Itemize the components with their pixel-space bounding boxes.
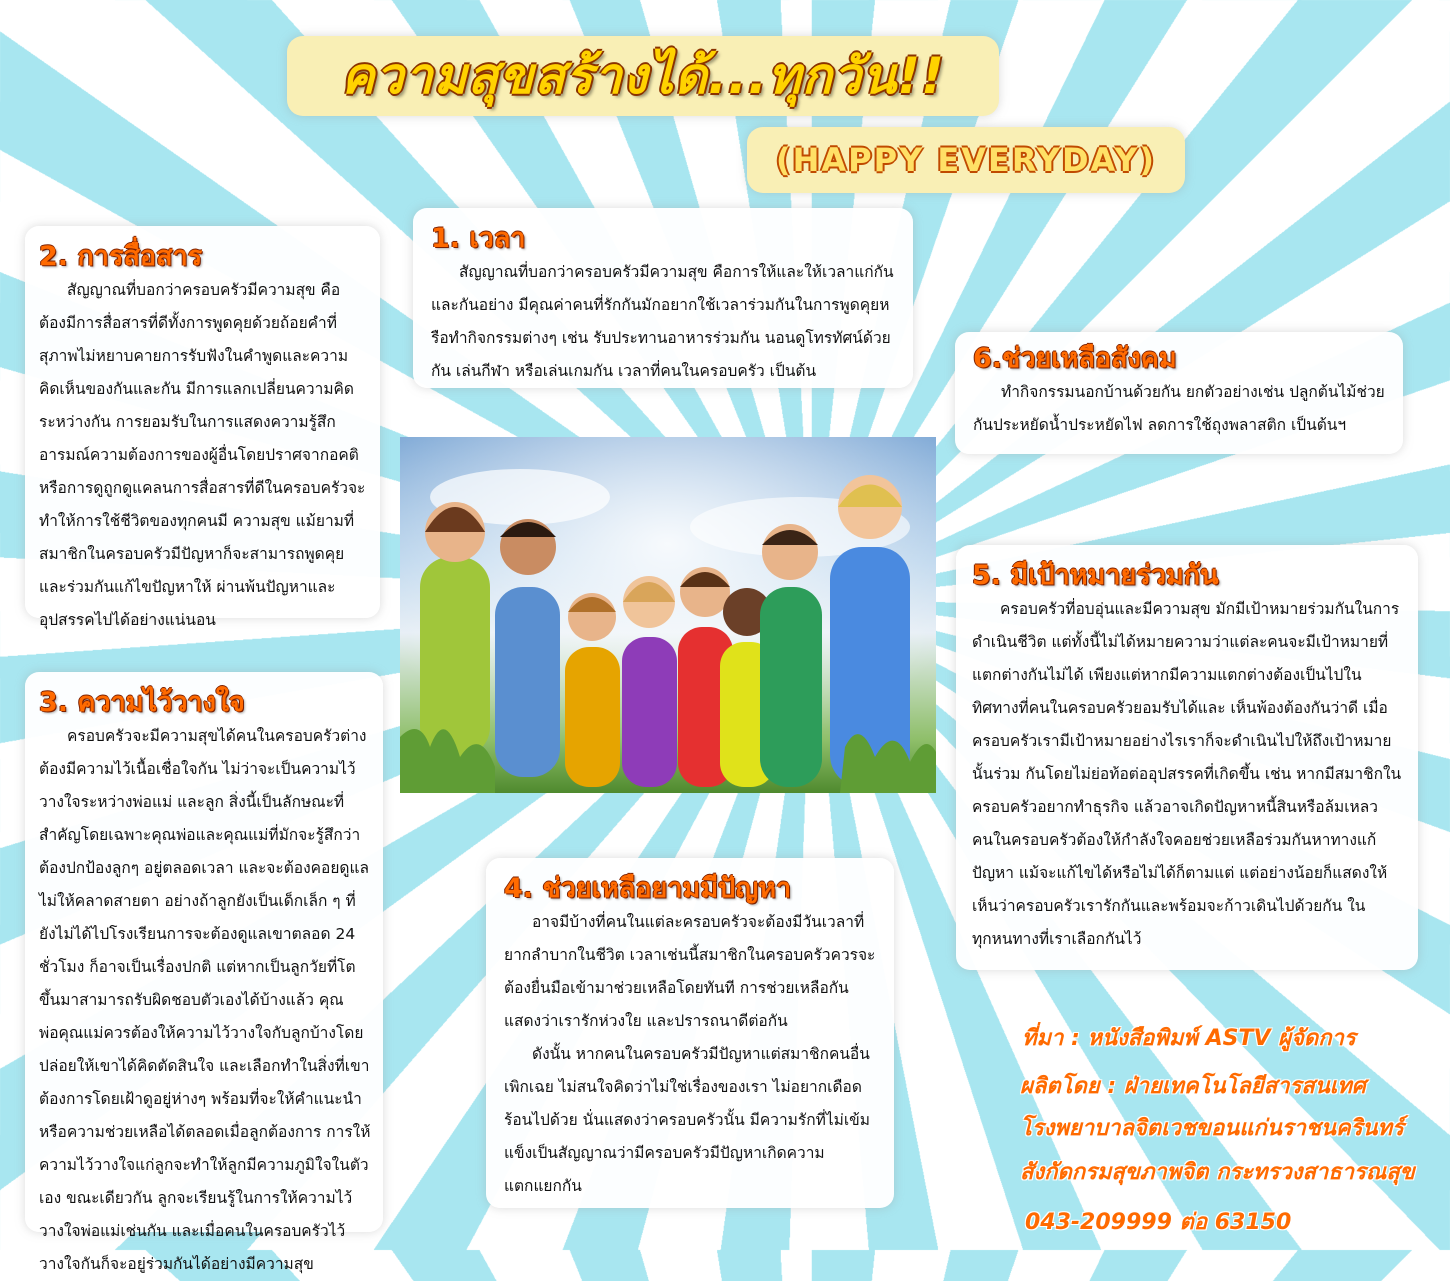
credit-ministry: สังกัดกรมสุขภาพจิต กระทรวงสาธารณสุข — [1020, 1160, 1415, 1185]
section-communication-heading: 2. การสื่อสาร — [39, 241, 203, 272]
page-title: ความสุขสร้างได้...ทุกวัน!! — [341, 46, 945, 105]
section-help-heading: 4. ช่วยเหลือยามมีปัญหา — [504, 873, 792, 904]
section-help — [486, 858, 894, 1208]
section-trust-text: ครอบครัวจะมีความสุขได้คนในครอบครัวต่างต้องมีความไว้เนื้อเชื่อใจกัน ไม่ว่าจะเป็นความไว้วางใจระหว่างพ่อแม่ และลูก สิ่งนี้เป็นลักษณะที่สำคัญโดยเฉพาะคุณพ่อและคุณแม่ที่มักจะรู้สึกว่าต้องปกป้องลูกๆ อยู่ตลอดเวลา และจะต้องคอยดูแลไม่ให้คลาดสายตา อย่างถ้าลูกยังเป็นเด็กเล็ก ๆ ที่ยังไม่ได้ไปโรงเรียนการจะต้องดูแลเขาตลอด 24 ชั่วโมง ก็อาจเป็นเรื่องปกติ แต่หากเป็นลูกวัยที่โตขึ้นมาสามารถรับผิดชอบตัวเองได้บ้างแล้ว คุณพ่อคุณแม่ควรต้องให้ความไว้วางใจกับลูกบ้างโดยปล่อยให้เขาได้คิดตัดสินใจ และเลือกทำในสิ่งที่เขาต้องการโดยเฝ้าดูอยู่ห่างๆ พร้อมที่จะให้คำแนะนำ หรือความช่วยเหลือได้ตลอดเมื่อลูกต้องการ การให้ความไว้วางใจแก่ลูกจะทำให้ลูกมีความภูมิใจในตัวเอง ขณะเดียวกัน ลูกจะเรียนรู้ในการให้ความไว้วางใจพ่อแม่เช่นกัน และเมื่อคนในครอบครัวไว้วางใจกันก็จะอยู่ร่วมกันได้อย่างมีความสุข — [39, 727, 371, 1273]
title-banner — [287, 36, 999, 116]
group-photo-illustration — [400, 437, 936, 793]
section-goals-heading: 5. มีเป้าหมายร่วมกัน — [972, 560, 1219, 591]
page-subtitle: (HAPPY EVERYDAY) — [776, 141, 1156, 179]
credit-phone: 043-209999 ต่อ 63150 — [1025, 1210, 1292, 1235]
section-help-text-2: ดังนั้น หากคนในครอบครัวมีปัญหาแต่สมาชิกคนอื่นเพิกเฉย ไม่สนใจคิดว่าไม่ใช่เรื่องของเรา ไม่อยากเดือดร้อนไปด้วย นั่นแสดงว่าครอบครัวนั้น มีความรักที่ไม่เข้มแข็งเป็นสัญญาณว่ามีครอบครัวมีปัญหาเกิดความแตกแยกกัน — [504, 1045, 870, 1195]
section-time-heading: 1. เวลา — [431, 223, 526, 254]
section-time-text: สัญญาณที่บอกว่าครอบครัวมีความสุข คือการให้และให้เวลาแก่กันและกันอย่าง มีคุณค่าคนที่รักกันมักอยากใช้เวลาร่วมกันในการพูดคุยหรือทำกิจกรรมต่างๆ เช่น รับประทานอาหารร่วมกัน นอนดูโทรทัศน์ด้วยกัน เล่นกีฬา หรือเล่นเกมกัน เวลาที่คนในครอบครัว เป็นต้น — [431, 263, 894, 380]
credit-producer: ผลิตโดย : ฝ่ายเทคโนโลยีสารสนเทศ — [1020, 1074, 1366, 1099]
group-photo — [400, 437, 936, 793]
section-goals — [956, 545, 1418, 970]
section-goals-text: ครอบครัวที่อบอุ่นและมีความสุข มักมีเป้าหมายร่วมกันในการดำเนินชีวิต แต่ทั้งนี้ไม่ได้หมายความว่าแต่ละคนจะมีเป้าหมายที่แตกต่างกันไม่ได้ เพียงแต่หากมีความแตกต่างต้องเป็นไปในทิศทางที่คนในครอบครัวยอมรับได้และ เห็นพ้องต้องกันว่าดี เมื่อครอบครัวเรามีเป้าหมายอย่างไรเราก็จะดำเนินไปให้ถึงเป้าหมายนั้นร่วม กันโดยไม่ย่อท้อต่ออุปสรรคที่เกิดขึ้น เช่น หากมีสมาชิกในครอบครัวอยากทำธุรกิจ แล้วอาจเกิดปัญหาหนี้สินหรือล้มเหลว คนในครอบครัวต้องให้กำลังใจคอยช่วยเหลือร่วมกันหาทางแก้ปัญหา แม้จะแก้ไขได้หรือไม่ได้ก็ตามแต่ แต่อย่างน้อยก็แสดงให้เห็นว่าครอบครัวเรารักกันและพร้อมจะก้าวเดินไปด้วยกัน ในทุกหนทางที่เราเลือกกันไว้ — [972, 600, 1402, 948]
section-society-text: ทำกิจกรรมนอกบ้านด้วยกัน ยกตัวอย่างเช่น ปลูกต้นไม้ช่วยกันประหยัดน้ำประหยัดไฟ ลดการใช้ถุงพลาสติก เป็นต้นฯ — [973, 383, 1385, 434]
section-trust-heading: 3. ความไว้วางใจ — [39, 687, 245, 718]
section-time — [413, 208, 913, 388]
section-communication-text: สัญญาณที่บอกว่าครอบครัวมีความสุข คือ ต้องมีการสื่อสารที่ดีทั้งการพูดคุยด้วยถ้อยคำที่สุภาพไม่หยาบคายการรับฟังในคำพูดและความคิดเห็นของกันและกัน มีการแลกเปลี่ยนความคิดระหว่างกัน การยอมรับในการแสดงความรู้สึกอารมณ์ความต้องการของผู้อื่นโดยปราศจากอคติ หรือการดูถูกดูแคลนการสื่อสารที่ดีในครอบครัวจะทำให้การใช้ชีวิตของทุกคนมี ความสุข แม้ยามที่สมาชิกในครอบครัวมีปัญหาก็จะสามารถพูดคุยและร่วมกันแก้ไขปัญหาให้ ผ่านพ้นปัญหาและอุปสรรคไปได้อย่างแน่นอน — [39, 281, 366, 629]
subtitle-banner — [747, 127, 1185, 193]
section-society-heading: 6.ช่วยเหลือสังคม — [973, 343, 1177, 374]
section-trust — [25, 672, 383, 1273]
credit-hospital: โรงพยาบาลจิตเวชขอนแก่นราชนครินทร์ — [1020, 1116, 1404, 1141]
section-society — [955, 332, 1403, 454]
section-communication — [25, 226, 380, 629]
credit-source: ที่มา : หนังสือพิมพ์ ASTV ผู้จัดการ — [1022, 1026, 1356, 1051]
section-help-text-1: อาจมีบ้างที่คนในแต่ละครอบครัวจะต้องมีวันเวลาที่ยากลำบากในชีวิต เวลาเช่นนี้สมาชิกในครอบครัวควรจะต้องยื่นมือเข้ามาช่วยเหลือโดยทันที การช่วยเหลือกันแสดงว่าเรารักห่วงใย และปรารถนาดีต่อกัน — [504, 913, 876, 1030]
